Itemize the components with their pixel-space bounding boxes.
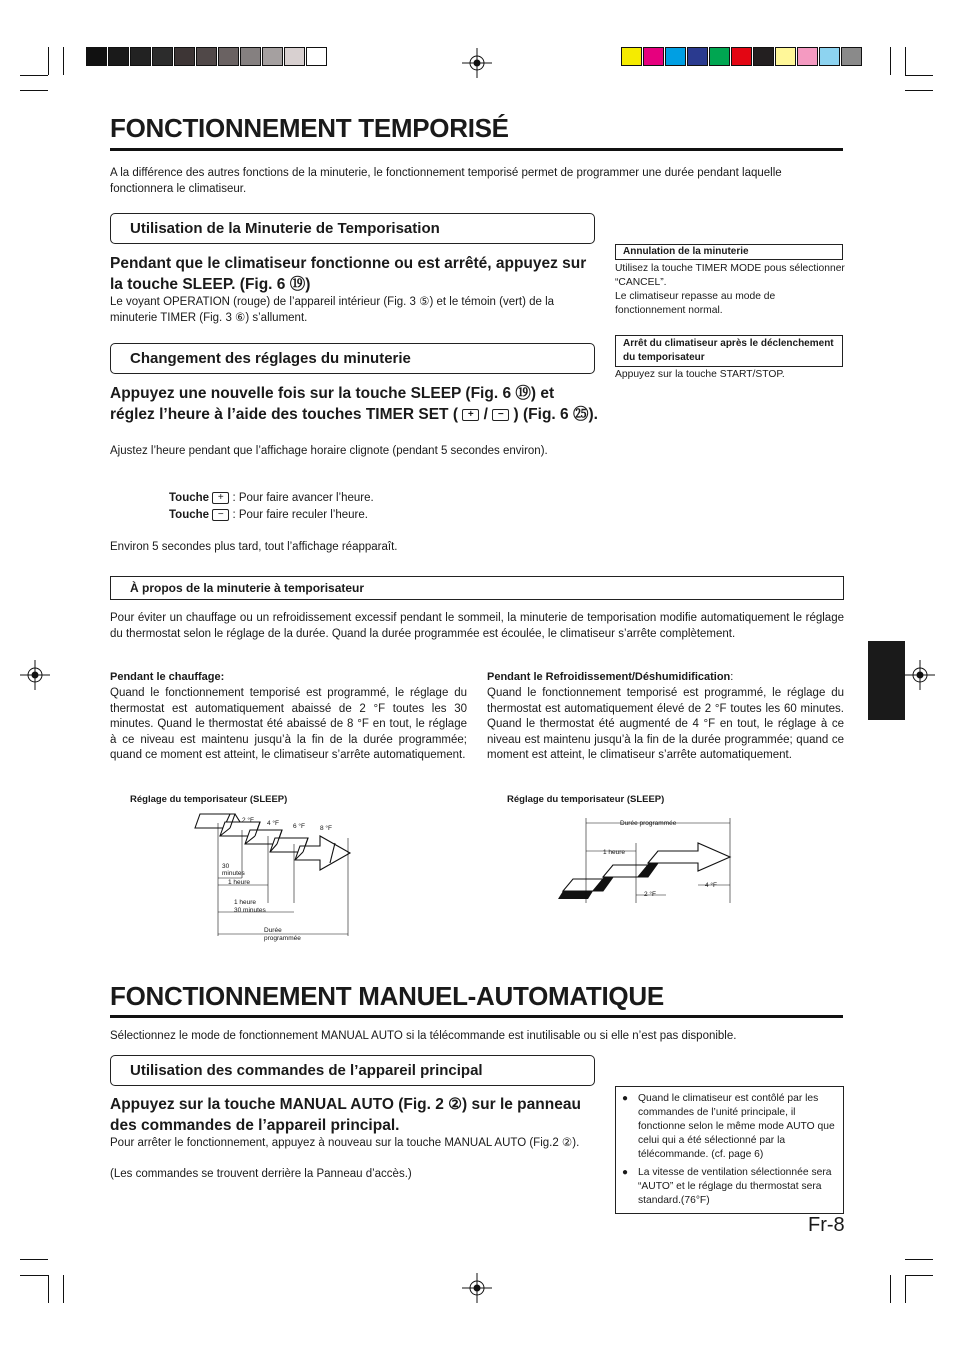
color-swatch [819, 47, 840, 66]
crop-mark [20, 75, 48, 76]
color-swatch [240, 47, 261, 66]
notes-list [616, 1092, 836, 1208]
heating-timer-diagram [190, 808, 360, 943]
crop-mark [20, 1259, 48, 1260]
color-swatch [86, 47, 107, 66]
cooling-timer-diagram [558, 813, 743, 908]
color-swatch [753, 47, 774, 66]
diagram-label: 30 [222, 863, 230, 870]
crop-mark [63, 47, 64, 75]
color-swatch [130, 47, 151, 66]
page-number: Fr-8 [808, 1214, 845, 1236]
after-text: Environ 5 secondes plus tard, tout l’affichage réapparaît. [110, 541, 398, 553]
touche-minus-row [169, 508, 368, 524]
color-swatch [643, 47, 664, 66]
section-title: FONCTIONNEMENT MANUEL-AUTOMATIQUE [110, 981, 664, 1011]
intro-text: Sélectionnez le mode de fonctionnement MANUAL AUTO si la télécommande est inutilisable ou si elle n’est pas disponible. [110, 1030, 737, 1042]
slash: / [483, 406, 488, 423]
touche-plus-row [169, 491, 374, 507]
registration-mark-icon [20, 660, 50, 690]
step-heading: Appuyez sur la touche MANUAL AUTO (Fig. 2 ②) sur le panneau des commandes de l’appareil principal. [110, 1096, 581, 1134]
cool-title [487, 670, 733, 686]
color-swatch [775, 47, 796, 66]
crop-mark [905, 47, 906, 75]
subsection-heading: Utilisation de la Minuterie de Temporisation [110, 213, 595, 244]
color-swatch [284, 47, 305, 66]
crop-mark [905, 1259, 933, 1260]
side-box-title: Annulation de la minuterie [615, 244, 843, 260]
plus-key-icon: + [212, 492, 229, 504]
diagram-label: 1 heure [234, 899, 257, 906]
touche-minus-text: : Pour faire reculer l’heure. [232, 509, 368, 521]
section-title: FONCTIONNEMENT TEMPORISÉ [110, 113, 509, 143]
crop-mark [890, 1275, 891, 1303]
color-swatch [262, 47, 283, 66]
color-swatch [797, 47, 818, 66]
diagram-label: 8 °F [320, 825, 332, 832]
crop-mark [890, 47, 891, 75]
about-heading: À propos de la minuterie à temporisateur [110, 576, 844, 600]
color-swatch [174, 47, 195, 66]
title-rule [110, 148, 843, 151]
color-swatch [665, 47, 686, 66]
diagram-label: 1 heure [228, 879, 251, 886]
language-tab [868, 641, 905, 720]
color-swatch [709, 47, 730, 66]
crop-mark [20, 90, 48, 91]
cool-body: Quand le fonctionnement temporisé est programmé, le réglage du thermostat est automatiquement élevé de 2 °F toutes les 60 minutes. Quand le thermostat été augmenté de 4 °F en tout, le réglage à ce niveau est maintenu jusqu’à la fin de la durée programmée; quand ce moment est atteint, le climatiseur s’arrête automatiquement. [487, 687, 844, 761]
step-text: ) (Fig. 6 ㉕). [513, 406, 598, 423]
diagram-label: Durée [264, 927, 282, 934]
side-box-title: Arrêt du climatiseur après le déclenchement du temporisateur [615, 335, 843, 367]
registration-mark-icon [462, 1273, 492, 1303]
diagram-label: minutes [222, 870, 245, 877]
cool-title-colon: : [730, 671, 734, 683]
subsection-heading: Changement des réglages du minuterie [110, 343, 595, 374]
diagram-label: 4 °F [705, 882, 717, 889]
heat-body: Quand le fonctionnement temporisé est programmé, le réglage du thermostat est automatiquement abaissé de 2 °F toutes les 30 minutes. Quand le thermostat été abaissé de 8 °F en tout, le réglage à ce niveau est maintenu jusqu’à la fin de la durée programmée; quand ce moment est atteint, le climatiseur s’arrête automatiquement. [110, 687, 467, 761]
crop-mark [48, 47, 49, 75]
minus-key-icon: − [212, 509, 229, 521]
diagram-label: 2 °F [644, 891, 656, 898]
step-body: Pour arrêter le fonctionnement, appuyez à nouveau sur la touche MANUAL AUTO (Fig.2 ②). [110, 1137, 580, 1149]
plus-key-icon: + [462, 409, 479, 421]
crop-mark [63, 1275, 64, 1303]
cool-title-text: Pendant le Refroidissement/Déshumidification [487, 671, 731, 683]
notes-box [615, 1086, 844, 1214]
color-swatch [841, 47, 862, 66]
step-heading [110, 383, 600, 425]
color-swatch [152, 47, 173, 66]
touche-label: Touche [169, 509, 210, 521]
color-swatch [218, 47, 239, 66]
diagram-label: 2 °F [242, 817, 254, 824]
crop-mark [20, 1275, 48, 1276]
touche-plus-text: : Pour faire avancer l’heure. [232, 492, 374, 504]
step-text: Appuyez une nouvelle fois sur la touche SLEEP (Fig. 6 ⑲) et réglez l’heure à l’aide des touches TIMER SET ( [110, 385, 555, 423]
minus-key-icon: − [492, 409, 509, 421]
title-rule [110, 1015, 843, 1018]
crop-mark [905, 1275, 906, 1303]
note-item: ● Quand le climatiseur est contôlé par les commandes de l’unité principale, il fonctionne selon le même mode AUTO que celui qui a été sélectionné par la télécommande. (cf. page 6) [616, 1092, 836, 1162]
color-swatch [687, 47, 708, 66]
heat-title: Pendant le chauffage: [110, 671, 225, 683]
diagram-label: 4 °F [267, 820, 279, 827]
figure-caption: Réglage du temporisateur (SLEEP) [130, 794, 288, 805]
crop-mark [48, 1275, 49, 1303]
side-box-body: Utilisez la touche TIMER MODE pous sélectionner “CANCEL”. Le climatiseur repasse au mode de fonctionnement normal. [615, 263, 845, 316]
registration-mark-icon [462, 48, 492, 78]
color-swatch [196, 47, 217, 66]
color-swatch [731, 47, 752, 66]
step-body: Le voyant OPERATION (rouge) de l’appareil intérieur (Fig. 3 ⑤) et le témoin (vert) de la minuterie TIMER (Fig. 3 ⑥) s’allument. [110, 296, 555, 324]
side-box-body: Appuyez sur la touche START/STOP. [615, 369, 785, 380]
subsection-heading: Utilisation des commandes de l’appareil principal [110, 1055, 595, 1086]
color-swatch [306, 47, 327, 66]
diagram-label: programmée [264, 935, 301, 942]
crop-mark [905, 75, 933, 76]
diagram-label: 6 °F [293, 823, 305, 830]
color-swatch [108, 47, 129, 66]
touche-label: Touche [169, 492, 210, 504]
crop-mark [905, 90, 933, 91]
step-heading: Pendant que le climatiseur fonctionne ou est arrêté, appuyez sur la touche SLEEP. (Fig. 6 ⑲) [110, 255, 587, 293]
intro-text: A la différence des autres fonctions de la minuterie, le fonctionnement temporisé permet de programmer une durée pendant laquelle fonctionnera le climatiseur. [110, 167, 782, 195]
diagram-label: Durée programmée [620, 820, 677, 827]
note-item: ● La vitesse de ventilation sélectionnée sera “AUTO” et le réglage du thermostat sera standard.(76°F) [616, 1166, 836, 1208]
figure-caption: Réglage du temporisateur (SLEEP) [507, 794, 665, 805]
diagram-label: 30 minutes [234, 907, 266, 914]
step-body: (Les commandes se trouvent derrière la Panneau d’accès.) [110, 1168, 412, 1180]
registration-mark-icon [905, 660, 935, 690]
about-text: Pour éviter un chauffage ou un refroidissement excessif pendant le sommeil, la minuterie de temporisation modifie automatiquement le réglage du thermostat selon le réglage de la durée. Quand la durée programmée est écoulée, le climatiseur s’arrête complètement. [110, 612, 844, 640]
step-body: Ajustez l’heure pendant que l’affichage horaire clignote (pendant 5 secondes environ). [110, 445, 548, 457]
diagram-label: 1 heure [603, 849, 626, 856]
crop-mark [905, 1275, 933, 1276]
color-swatch [621, 47, 642, 66]
